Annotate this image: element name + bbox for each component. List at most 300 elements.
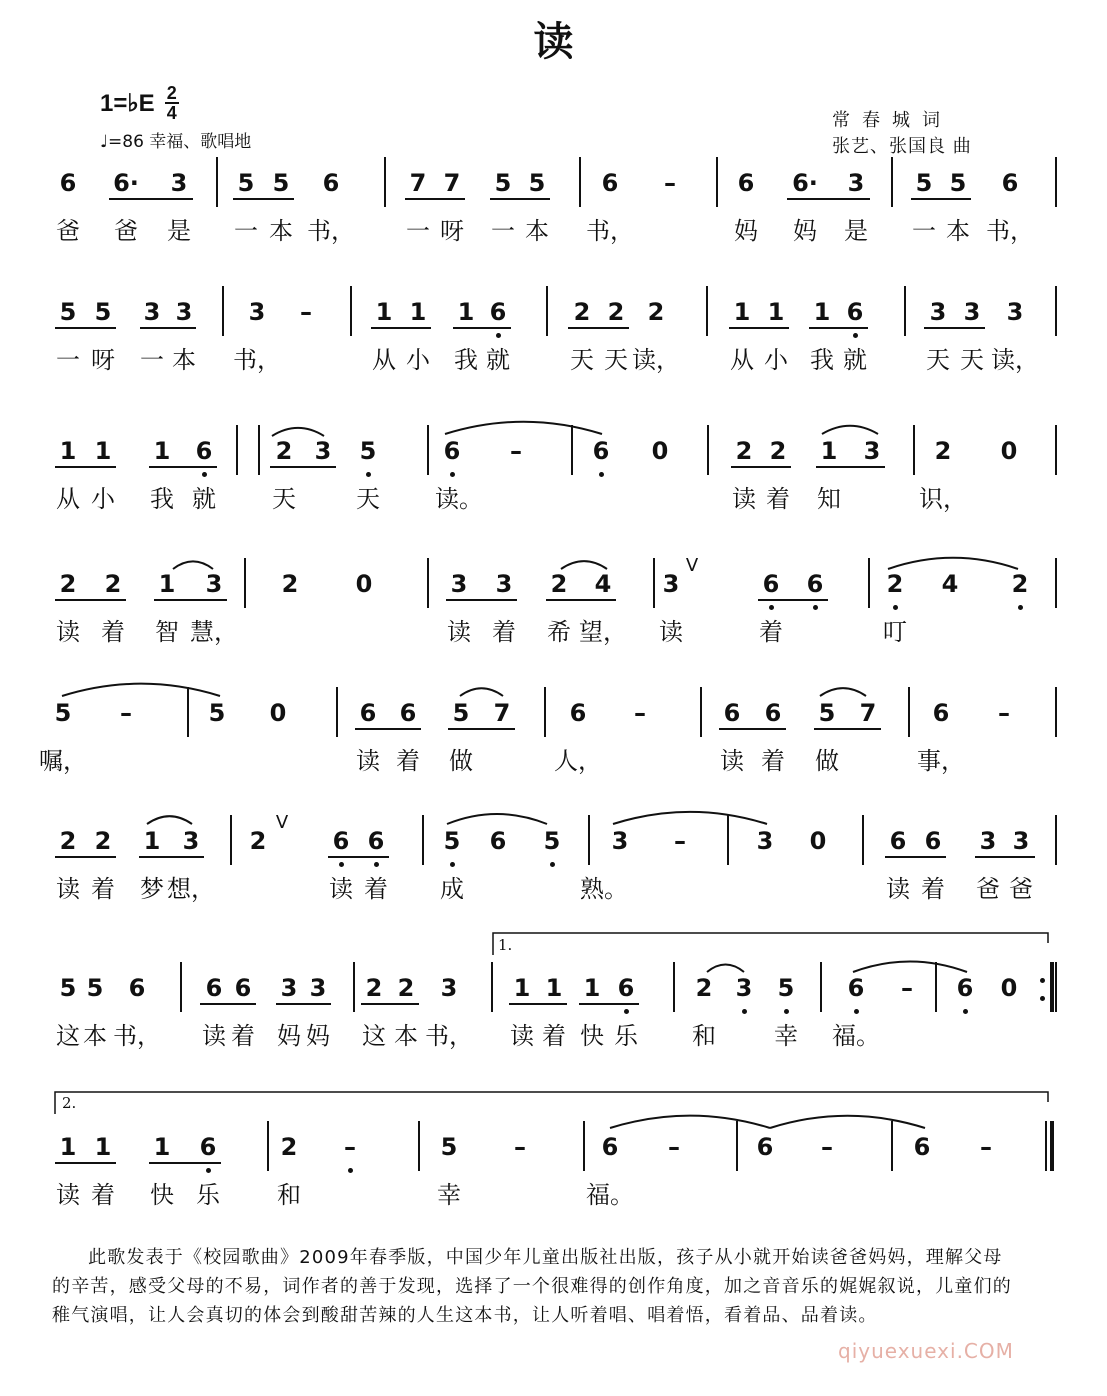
slur-arc (770, 1116, 925, 1128)
score-note: 6 (367, 827, 385, 855)
score-note: 0 (651, 437, 669, 465)
slur-arc (561, 561, 607, 569)
barline (706, 286, 708, 336)
lyric-syllable: 智 (155, 618, 179, 646)
score-note: 2 (275, 437, 293, 465)
barline (1055, 558, 1057, 608)
lyric-syllable: 妈 (734, 217, 758, 245)
score-note: 6 (601, 1133, 619, 1161)
barline (908, 687, 910, 737)
barline (216, 157, 218, 207)
lyric-syllable: 望， (579, 618, 627, 646)
lyric-syllable: 读 (202, 1022, 226, 1050)
final-barline (1050, 962, 1054, 1012)
score-note: 6 (359, 699, 377, 727)
lyric-syllable: 一 (140, 346, 164, 374)
eighth-beam (55, 1162, 116, 1164)
barline (544, 687, 546, 737)
lyric-syllable: 书， (586, 217, 634, 245)
time-denominator: 4 (166, 103, 177, 123)
barline (491, 962, 493, 1012)
lyric-syllable: 天 (604, 346, 628, 374)
eighth-beam (446, 599, 517, 601)
octave-dot (599, 472, 604, 477)
barline (653, 558, 655, 608)
score-note: 1 (153, 1133, 171, 1161)
score-note: 3 (248, 298, 266, 326)
score-note: 6 (128, 974, 146, 1002)
octave-dot (206, 1168, 211, 1173)
lyric-syllable: 福。 (832, 1022, 880, 1050)
score-note: 5 (452, 699, 470, 727)
score-note: 3 (495, 570, 513, 598)
lyric-syllable: 读， (632, 346, 680, 374)
score-note: 2 (59, 570, 77, 598)
lyric-syllable: 天 (356, 485, 380, 513)
score-note: 2 (695, 974, 713, 1002)
eighth-beam (809, 327, 868, 329)
slur-arc (888, 558, 1018, 569)
lyric-syllable: 一 (406, 217, 430, 245)
score-note: 3 (929, 298, 947, 326)
score-note: 2 (397, 974, 415, 1002)
score-note: 1 (94, 1133, 112, 1161)
barline (244, 558, 246, 608)
lyric-syllable: 读 (659, 618, 683, 646)
eighth-beam (509, 1003, 567, 1005)
score-note: 3 (611, 827, 629, 855)
octave-dot (348, 1168, 353, 1173)
volta-bracket (493, 933, 1048, 955)
score-note: 5 (543, 827, 561, 855)
score-note: 6 (847, 974, 865, 1002)
song-description: 此歌发表于《校园歌曲》2009年春季版，中国少年儿童出版社出版，孩子从小就开始读爸爸妈妈，理解父母的辛苦，感受父母的不易，词作者的善于发现，选择了一个很难得的创作角度，加之音音乐的娓娓叙说，儿童们的稚气演唱，让人会真切的体会到酸甜苦辣的人生这本书，让人听着唱、唱着悟，看着品、品着读。 (52, 1247, 1012, 1326)
score-note: 1 (733, 298, 751, 326)
score-note: 0 (809, 827, 827, 855)
lyric-syllable: 一 (912, 217, 936, 245)
score-note: 6 (846, 298, 864, 326)
score-note: 1 (767, 298, 785, 326)
lyric-syllable: 爸 (56, 217, 80, 245)
octave-dot (854, 1009, 859, 1014)
score-note: 1 (375, 298, 393, 326)
score-note: 5 (440, 1133, 458, 1161)
score-note: 3 (440, 974, 458, 1002)
score-note: 6 (932, 699, 950, 727)
lyric-syllable: 着 (766, 485, 790, 513)
score-note: 2 (281, 570, 299, 598)
score-note: 3 (979, 827, 997, 855)
score-note: 5 (818, 699, 836, 727)
score-note: 2 (104, 570, 122, 598)
lyric-syllable: 读 (732, 485, 756, 513)
key-label: 1=♭E (100, 89, 155, 117)
octave-dot (496, 333, 501, 338)
score-note: 6 (723, 699, 741, 727)
barline (1055, 286, 1057, 336)
score-note: 3 (182, 827, 200, 855)
lyric-syllable: 幸 (774, 1022, 798, 1050)
score-note: 3 (170, 169, 188, 197)
barline (180, 962, 182, 1012)
eighth-beam (814, 728, 881, 730)
barline (716, 157, 718, 207)
barline (350, 286, 352, 336)
eighth-beam (924, 327, 985, 329)
score-note: 6· (792, 169, 818, 197)
lyric-syllable: 本 (269, 217, 293, 245)
lyric-syllable: 着 (91, 1181, 115, 1209)
score-note: 1 (158, 570, 176, 598)
lyric-syllable: 本 (946, 217, 970, 245)
lyric-syllable: 从 (730, 346, 754, 374)
score-note: 6 (737, 169, 755, 197)
lyric-syllable: 妈 (306, 1022, 330, 1050)
score-note: 5 (59, 974, 77, 1002)
lyric-syllable: 着 (761, 747, 785, 775)
lyric-syllable: 熟。 (580, 875, 628, 903)
barline (935, 962, 937, 1012)
eighth-beam (200, 1003, 256, 1005)
barline (891, 1121, 893, 1171)
score-note: – (674, 827, 686, 855)
lyric-syllable: 慧， (190, 618, 238, 646)
slur-arc (610, 1116, 770, 1128)
octave-dot (339, 862, 344, 867)
eighth-beam (729, 327, 789, 329)
score-note: 6 (601, 169, 619, 197)
score-note: 3 (1006, 298, 1024, 326)
score-note: 3 (847, 169, 865, 197)
score-note: 6 (199, 1133, 217, 1161)
score-note: 2 (1011, 570, 1029, 598)
barline (913, 425, 915, 475)
repeat-dot (1040, 996, 1045, 1001)
barline (546, 286, 548, 336)
eighth-beam (448, 728, 515, 730)
lyric-syllable: 这 (56, 1022, 80, 1050)
score-note: 3 (314, 437, 332, 465)
barline (868, 558, 870, 608)
lyric-syllable: 爸 (114, 217, 138, 245)
eighth-beam (55, 599, 126, 601)
octave-dot (769, 605, 774, 610)
breath-mark: V (275, 812, 289, 833)
eighth-beam (140, 327, 196, 329)
score-note: 5 (54, 699, 72, 727)
score-note: 5 (94, 298, 112, 326)
score-note: 3 (309, 974, 327, 1002)
score-note: 6 (806, 570, 824, 598)
score-note: 5 (528, 169, 546, 197)
score-note: – (120, 699, 132, 727)
score-note: 6 (443, 437, 461, 465)
octave-dot (366, 472, 371, 477)
lyric-syllable: 和 (692, 1022, 716, 1050)
repeat-dot (1040, 978, 1045, 983)
eighth-beam (490, 198, 550, 200)
lyric-syllable: 我 (454, 346, 478, 374)
score-note: 5 (86, 974, 104, 1002)
score-note: 3 (143, 298, 161, 326)
lyric-syllable: 做 (449, 747, 473, 775)
score-note: 3 (280, 974, 298, 1002)
score-note: 2 (94, 827, 112, 855)
lyric-syllable: 读。 (435, 485, 483, 513)
lyric-syllable: 天 (272, 485, 296, 513)
octave-dot (853, 333, 858, 338)
score-note: 5 (237, 169, 255, 197)
lyric-syllable: 着 (231, 1022, 255, 1050)
score-note: 2 (607, 298, 625, 326)
lyric-syllable: 叮 (883, 618, 907, 646)
lyric-syllable: 一 (234, 217, 258, 245)
barline (673, 962, 675, 1012)
score-note: 6 (489, 827, 507, 855)
slur-arc (853, 961, 967, 972)
lyric-syllable: 着 (364, 875, 388, 903)
octave-dot (1018, 605, 1023, 610)
slur-arc (460, 688, 503, 696)
score-note: 6 (399, 699, 417, 727)
score-note: 5 (359, 437, 377, 465)
barline (1045, 1121, 1047, 1171)
eighth-beam (975, 856, 1035, 858)
score-note: 7 (443, 169, 461, 197)
lyric-syllable: 小 (91, 485, 115, 513)
eighth-beam (276, 1003, 331, 1005)
barline (230, 815, 232, 865)
lyric-syllable: 天 (960, 346, 984, 374)
eighth-beam (149, 466, 217, 468)
eighth-beam (270, 466, 336, 468)
barline (422, 815, 424, 865)
key-signature (100, 84, 179, 122)
score-note: 7 (493, 699, 511, 727)
song-title: 读 (533, 18, 574, 65)
score-note: 3 (175, 298, 193, 326)
score-note: – (901, 974, 913, 1002)
score-note: 6 (322, 169, 340, 197)
barline (736, 1121, 738, 1171)
octave-dot (624, 1009, 629, 1014)
score-note: – (998, 699, 1010, 727)
octave-dot (450, 472, 455, 477)
eighth-beam (355, 728, 421, 730)
score-note: 1 (820, 437, 838, 465)
score-note: 2 (550, 570, 568, 598)
slur-arc (272, 428, 324, 436)
score-note: 5 (59, 298, 77, 326)
lyric-syllable: 小 (764, 346, 788, 374)
barline (267, 1121, 269, 1171)
score-note: 2 (769, 437, 787, 465)
lyric-syllable: 着 (542, 1022, 566, 1050)
score-note: – (634, 699, 646, 727)
lyric-syllable: 读， (991, 346, 1039, 374)
lyric-syllable: 做 (815, 747, 839, 775)
lyric-syllable: 本 (83, 1022, 107, 1050)
eighth-beam (453, 327, 511, 329)
score-note: 6 (756, 1133, 774, 1161)
score-note: 3 (863, 437, 881, 465)
barline (1055, 157, 1057, 207)
barline (904, 286, 906, 336)
lyric-syllable: 乐 (196, 1181, 220, 1209)
lyric-syllable: 读 (447, 618, 471, 646)
score-note: 6 (489, 298, 507, 326)
barline (579, 157, 581, 207)
lyricist-credit: 常春城词 (832, 110, 952, 131)
lyric-syllable: 书， (425, 1022, 473, 1050)
time-signature (165, 84, 179, 122)
lyric-syllable: 从 (56, 485, 80, 513)
barline (258, 425, 260, 475)
score-note: 0 (355, 570, 373, 598)
lyric-syllable: 读 (886, 875, 910, 903)
octave-dot (742, 1009, 747, 1014)
site-watermark: qiyuexuexi.COM (838, 1339, 1014, 1363)
score-note: 6 (762, 570, 780, 598)
eighth-beam (405, 198, 465, 200)
lyric-syllable: 这 (362, 1022, 386, 1050)
eighth-beam (139, 856, 204, 858)
score-note: 7 (859, 699, 877, 727)
score-note: 6 (1001, 169, 1019, 197)
lyric-syllable: 就 (192, 485, 216, 513)
barline (1055, 815, 1057, 865)
eighth-beam (55, 466, 116, 468)
eighth-beam (787, 198, 870, 200)
lyric-syllable: 快 (150, 1181, 174, 1209)
slur-arc (820, 688, 866, 696)
lyric-syllable: 小 (406, 346, 430, 374)
lyric-syllable: 书， (113, 1022, 161, 1050)
eighth-beam (568, 327, 629, 329)
octave-dot (784, 1009, 789, 1014)
barline (700, 687, 702, 737)
score-note: 4 (594, 570, 612, 598)
eighth-beam (55, 856, 116, 858)
volta-1-label: 1. (498, 936, 513, 954)
lyric-syllable: 嘱， (39, 747, 87, 775)
eighth-beam (546, 599, 616, 601)
octave-dot (202, 472, 207, 477)
lyric-syllable: 书， (307, 217, 355, 245)
score-note: – (514, 1133, 526, 1161)
score-note: – (821, 1133, 833, 1161)
score-note: 1 (813, 298, 831, 326)
score-note: 5 (443, 827, 461, 855)
eighth-beam (911, 198, 971, 200)
score-note: 0 (269, 699, 287, 727)
barline (222, 286, 224, 336)
lyric-syllable: 乐 (614, 1022, 638, 1050)
lyric-syllable: 天 (926, 346, 950, 374)
barline (236, 425, 238, 475)
slur-arc (613, 812, 767, 824)
lyric-syllable: 读 (56, 1181, 80, 1209)
eighth-beam (816, 466, 885, 468)
score-note: 5 (272, 169, 290, 197)
eighth-beam (109, 198, 193, 200)
lyric-syllable: 从 (372, 346, 396, 374)
score-note: 1 (143, 827, 161, 855)
slur-arc (62, 684, 220, 696)
lyric-syllable: 读 (329, 875, 353, 903)
score-note: – (510, 437, 522, 465)
barline (588, 815, 590, 865)
score-note: 2 (280, 1133, 298, 1161)
lyric-syllable: 成 (440, 875, 464, 903)
barline (187, 687, 189, 737)
lyric-syllable: 幸 (437, 1181, 461, 1209)
octave-dot (374, 862, 379, 867)
slur-arc (822, 426, 878, 434)
score-note: 1 (59, 1133, 77, 1161)
score-note: – (300, 298, 312, 326)
eighth-beam (579, 1003, 639, 1005)
volta-2-label: 2. (62, 1094, 77, 1112)
lyric-syllable: 一 (56, 346, 80, 374)
score-note: – (664, 169, 676, 197)
barline (1055, 425, 1057, 475)
tempo-marking: ♩=86 幸福、歌唱地 (100, 132, 252, 152)
barline (862, 815, 864, 865)
lyric-syllable: 本 (525, 217, 549, 245)
lyric-syllable: 呀 (91, 346, 115, 374)
lyric-syllable: 读 (56, 618, 80, 646)
score-note: 2 (249, 827, 267, 855)
lyric-syllable: 希 (547, 618, 571, 646)
barline (353, 962, 355, 1012)
final-barline (1050, 1121, 1054, 1171)
eighth-beam (371, 327, 431, 329)
eighth-beam (149, 1162, 221, 1164)
score-note: – (344, 1133, 356, 1161)
slur-arc (707, 965, 744, 972)
eighth-beam (361, 1003, 419, 1005)
score-note: 1 (513, 974, 531, 1002)
eighth-beam (758, 599, 828, 601)
lyric-syllable: 着 (396, 747, 420, 775)
lyric-syllable: 读 (356, 747, 380, 775)
lyric-syllable: 是 (844, 217, 868, 245)
score-note: 3 (450, 570, 468, 598)
lyric-syllable: 书， (986, 217, 1034, 245)
score-note: 2 (647, 298, 665, 326)
score-note: – (980, 1133, 992, 1161)
score-note: 2 (573, 298, 591, 326)
score-note: 5 (949, 169, 967, 197)
barline (707, 425, 709, 475)
score-note: 6 (913, 1133, 931, 1161)
eighth-beam (719, 728, 786, 730)
time-numerator: 2 (166, 83, 177, 103)
eighth-beam (154, 599, 227, 601)
score-note: 5 (208, 699, 226, 727)
barline (1055, 962, 1057, 1012)
score-note: 3 (963, 298, 981, 326)
eighth-beam (55, 327, 116, 329)
score-note: 6 (956, 974, 974, 1002)
slur-arc (447, 814, 547, 824)
lyric-syllable: 本 (394, 1022, 418, 1050)
score-note: 1 (457, 298, 475, 326)
lyric-syllable: 识， (919, 485, 967, 513)
score-note: 0 (1000, 437, 1018, 465)
score-note: 6 (764, 699, 782, 727)
